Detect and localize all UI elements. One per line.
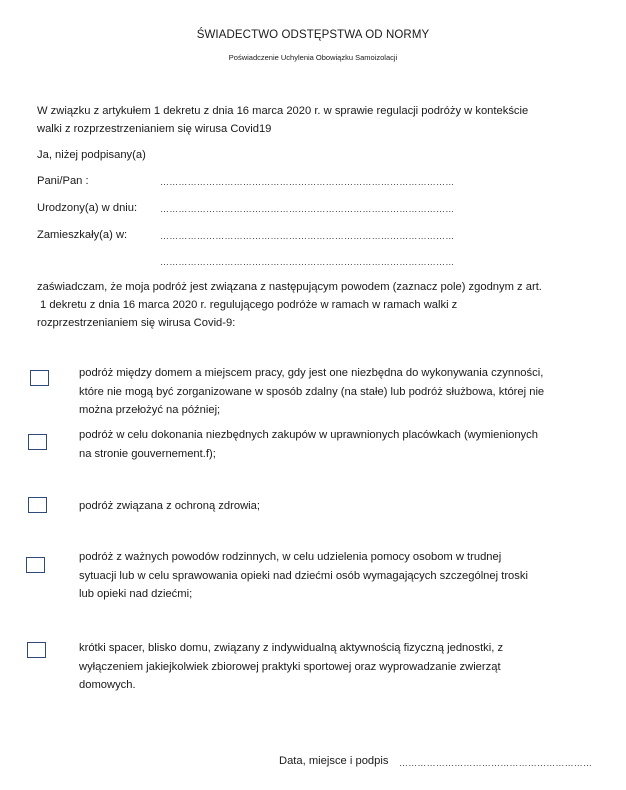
birth-date-label: Urodzony(a) w dniu: [37, 202, 138, 214]
option-line: podróż między domem a miejscem pracy, gdy jest one niezbędna do wykonywania czynności, [79, 367, 544, 379]
statement-paragraph [37, 278, 542, 332]
statement-line: 1 dekretu z dnia 16 marca 2020 r. regulującego podróże w ramach w ramach walki z [40, 299, 458, 311]
address-field-line-1[interactable]: …………………………………………………………………………………… [160, 231, 455, 241]
option-work-text [79, 364, 544, 420]
option-line: krótki spacer, blisko domu, związany z indywidualną aktywnością fizyczną jednostki, z [79, 642, 504, 654]
signature-label: Data, miejsce i podpis [279, 755, 389, 767]
option-line: sytuacji lub w celu sprawowania opieki nad dziećmi osób wymagających szczególnej troski [79, 569, 528, 582]
intro-line: walki z rozprzestrzenianiem się wirusa Covid19 [37, 123, 272, 135]
option-health-checkbox[interactable] [28, 497, 47, 513]
option-work-checkbox[interactable] [30, 370, 49, 386]
option-line: podróż z ważnych powodów rodzinnych, w celu udzielenia pomocy osobom w trudnej [79, 551, 502, 563]
option-family-checkbox[interactable] [26, 557, 45, 573]
document-subtitle: Poświadczenie Uchylenia Obowiązku Samoizolacji [228, 53, 398, 62]
option-line: na stronie gouvernement.f); [79, 447, 216, 460]
option-health-text [79, 497, 260, 516]
address-label: Zamieszkały(a) w: [37, 229, 128, 241]
option-shopping-checkbox[interactable] [28, 434, 47, 450]
statement-line: zaświadczam, że moja podróż jest związana z następującym powodem (zaznacz pole) zgodnym z art. [37, 281, 542, 293]
signature-field[interactable]: ……………………………………………………… [399, 758, 593, 768]
option-walk-checkbox[interactable] [27, 642, 46, 658]
document-title: ŚWIADECTWO ODSTĘPSTWA OD NORMY [196, 29, 430, 41]
option-walk-text [79, 639, 503, 695]
statement-line: rozprzestrzenianiem się wirusa Covid-9: [37, 317, 236, 329]
option-line: lub opieki nad dziećmi; [79, 588, 193, 600]
name-field[interactable]: …………………………………………………………………………………… [160, 177, 455, 187]
declarant-text: Ja, niżej podpisany(a) [37, 149, 146, 161]
option-line: które nie mogą być zorganizowane w sposób zdalny (na stałe) lub podróż służbowa, której nie [79, 385, 545, 398]
option-family-text [79, 548, 528, 604]
option-line: domowych. [79, 679, 136, 691]
intro-line: W związku z artykułem 1 dekretu z dnia 16 marca 2020 r. w sprawie regulacji podróży w kontekście [37, 105, 529, 117]
name-label: Pani/Pan : [37, 175, 89, 187]
birth-date-field[interactable]: …………………………………………………………………………………… [160, 204, 455, 214]
option-line: można przełożyć na później; [79, 404, 221, 416]
option-shopping-text [79, 426, 538, 463]
option-line: podróż związana z ochroną zdrowia; [79, 500, 260, 512]
intro-paragraph [37, 102, 528, 138]
option-line: wyłączeniem jakiejkolwiek zbiorowej praktyki sportowej oraz wyprowadzanie zwierząt [79, 660, 501, 673]
option-line: podróż w celu dokonania niezbędnych zakupów w uprawnionych placówkach (wymienionych [79, 429, 538, 441]
address-field-line-2[interactable]: …………………………………………………………………………………… [160, 257, 455, 267]
